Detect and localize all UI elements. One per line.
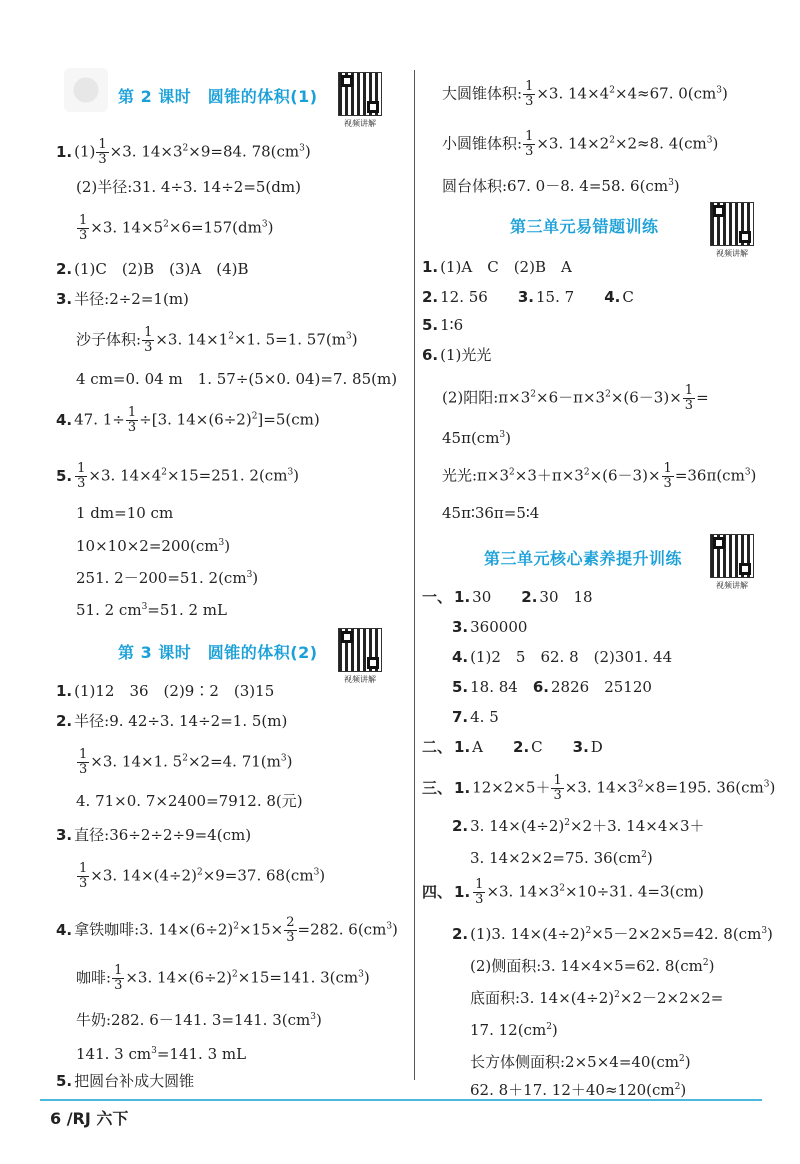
- answer-line: 4 cm=0. 04 m 1. 57÷(5×0. 04)=7. 85(m): [76, 370, 398, 388]
- answer-line: 一、 1. 30 2. 30 18: [422, 588, 593, 606]
- section-title-core-training: 第三单元核心素养提升训练: [484, 548, 683, 568]
- section-title-lesson-3: 第 3 课时 圆锥的体积(2): [118, 642, 318, 662]
- answer-line: 51. 2 $cm^3=51$. 2 mL: [76, 601, 227, 619]
- qr-code-lesson-2[interactable]: [338, 72, 382, 129]
- section-title-lesson-2: 第 2 课时 圆锥的体积(1): [118, 86, 318, 106]
- answer-line: 光光$:\pi\times 3^2\times 3+\pi\times 3^2\times(6-3)\times$ $\frac{1}{3}$ $=36\pi(cm^3)$: [442, 461, 757, 491]
- answer-line: 2. (1)C (2)B (3)A (4)B: [56, 260, 249, 278]
- answer-line: 三、 1. 12×2×5＋ $\frac{1}{3}$ ×3. $14\times 3^2\times 8=195$. $36(cm^3)$: [422, 773, 776, 803]
- qr-label: 视频讲解: [716, 581, 748, 590]
- answer-line: 1. (1)12 36 (2)9∶2 (3)15: [56, 682, 275, 700]
- answer-line: 沙子体积: $\frac{1}{3}$ ×3. $14\times 1^2\times 1$. 5=1. $57(m^3)$: [76, 325, 358, 355]
- answer-line: 4. (1)2 5 62. 8 (2)301. 44: [452, 648, 673, 666]
- answer-line: 2. 12. 56 3. 15. 7 4. C: [422, 288, 634, 306]
- answer-line: 6. (1)光光: [422, 346, 492, 364]
- answer-line: $\frac{1}{3}$ ×3. $14\times(4\div 2)^2\times 9=37$. $68(cm^3)$: [79, 861, 326, 891]
- answer-line: 二、 1. A 2. C 3. D: [422, 738, 603, 756]
- answer-line: (2)侧面积:3. 14×4×5=62. $8(cm^2)$: [470, 957, 715, 975]
- answer-line: 底面积:3. $14\times(4\div 2)^2\times 2-2\times 2\times 2=$: [470, 989, 724, 1007]
- answer-line: 3. 半径:2÷2=1(m): [56, 290, 189, 308]
- answer-line: 圆台体积:67. 0－8. 4=58. $6(cm^3)$: [442, 177, 680, 195]
- answer-line: 45π∶36π=5∶4: [442, 504, 540, 522]
- answer-line: 咖啡: $\frac{1}{3}$ ×3. $14\times(6\div 2)^2\times 15=141$. $3(cm^3)$: [76, 963, 370, 993]
- answer-line: 3. 360000: [452, 618, 528, 636]
- answer-line: (2)半径:31. 4÷3. 14÷2=5(dm): [76, 178, 301, 196]
- answer-line: 17. $12(cm^2)$: [470, 1021, 558, 1039]
- answer-line: 3. 14×2×2=75. $36(cm^2)$: [470, 849, 653, 867]
- answer-line: 四、 1. $\frac{1}{3}$ ×3. $14\times 3^2\times 10\div 31$. 4=3(cm): [422, 877, 704, 907]
- answer-line: 1 dm=10 cm: [76, 504, 174, 522]
- qr-code-icon[interactable]: [338, 72, 382, 116]
- qr-code-lesson-3[interactable]: [338, 628, 382, 685]
- qr-code-icon[interactable]: [338, 628, 382, 672]
- answer-line: $45\pi(cm^3)$: [442, 429, 512, 447]
- answer-line: 2. 3. $14\times(4\div 2)^2\times 2+3$. 14×4×3＋: [452, 817, 705, 835]
- qr-label: 视频讲解: [344, 675, 376, 684]
- answer-line: (2)阳阳$:\pi\times 3^2\times 6-\pi\times 3^2\times(6-3)\times$ $\frac{1}{3}$ =: [442, 383, 709, 413]
- answer-line: 5. 1∶6: [422, 316, 464, 334]
- answer-line: 251. 2－200=51. $2(cm^3)$: [76, 569, 259, 587]
- answer-line: 大圆锥体积: $\frac{1}{3}$ ×3. $14\times 4^2\times 4\approx 67$. $0(cm^3)$: [442, 79, 728, 109]
- faded-mascot-image: [64, 68, 108, 112]
- answer-line: 长方体侧面积$:2\times 5\times 4=40(cm^2)$: [470, 1053, 691, 1071]
- qr-code-core-training[interactable]: [710, 534, 754, 591]
- answer-line: $\frac{1}{3}$ ×3. 14×1. $5^2\times 2=4$. $71(m^3)$: [79, 747, 293, 777]
- qr-code-icon[interactable]: [710, 202, 754, 246]
- answer-line: 2. 半径:9. 42÷3. 14÷2=1. 5(m): [56, 712, 288, 730]
- answer-line: 小圆锥体积: $\frac{1}{3}$ ×3. $14\times 2^2\times 2\approx 8$. $4(cm^3)$: [442, 129, 719, 159]
- answer-line: 141. 3 $cm^3=141$. 3 mL: [76, 1045, 247, 1063]
- qr-code-icon[interactable]: [710, 534, 754, 578]
- qr-label: 视频讲解: [344, 119, 376, 128]
- answer-line: 1. (1)A C (2)B A: [422, 258, 572, 276]
- answer-line: 牛奶:282. 6－141. 3=141. $3(cm^3)$: [76, 1011, 322, 1029]
- answer-line: 1. (1) $\frac{1}{3}$ ×3. $14\times 3^2\times 9=84$. $78(cm^3)$: [56, 137, 311, 167]
- qr-code-error-training[interactable]: [710, 202, 754, 259]
- answer-line: 4. 拿铁咖啡:3. $14\times(6\div 2)^2\times 15\times$ $\frac{2}{3}$ =282. $6(cm^3)$: [56, 915, 398, 945]
- qr-label: 视频讲解: [716, 249, 748, 258]
- answer-line: 5. 18. 84 6. 2826 25120: [452, 678, 652, 696]
- answer-line: $10\times 10\times 2=200(cm^3)$: [76, 537, 231, 555]
- answer-line: 2. (1)3. $14\times(4\div 2)^2\times 5-2\times 2\times 5=42$. $8(cm^3)$: [452, 925, 773, 943]
- footer-rule: [40, 1099, 762, 1101]
- answer-line: 62. 8＋17. $12+40\approx 120(cm^2)$: [470, 1081, 687, 1099]
- answer-line: 5. 把圆台补成大圆锥: [56, 1072, 195, 1090]
- column-divider: [414, 70, 415, 1080]
- answer-line: 5. $\frac{1}{3}$ ×3. $14\times 4^2\times 15=251$. $2(cm^3)$: [56, 461, 300, 491]
- answer-line: 3. 直径:36÷2÷2÷9=4(cm): [56, 826, 252, 844]
- answer-line: 7. 4. 5: [452, 708, 499, 726]
- answer-line: 4. 47. 1÷ $\frac{1}{3}$ ÷[3. $14\times(6\div 2)^2]=5(cm)$: [56, 405, 320, 435]
- page-footer: 6 /RJ 六下: [50, 1109, 129, 1128]
- answer-line: $\frac{1}{3}$ ×3. $14\times 5^2\times 6=157(dm^3)$: [79, 213, 274, 243]
- answer-line: 4. 71×0. 7×2400=7912. 8(元): [76, 792, 303, 810]
- fraction: $\frac{1}{3}$: [98, 137, 107, 167]
- section-title-error-training: 第三单元易错题训练: [510, 216, 659, 236]
